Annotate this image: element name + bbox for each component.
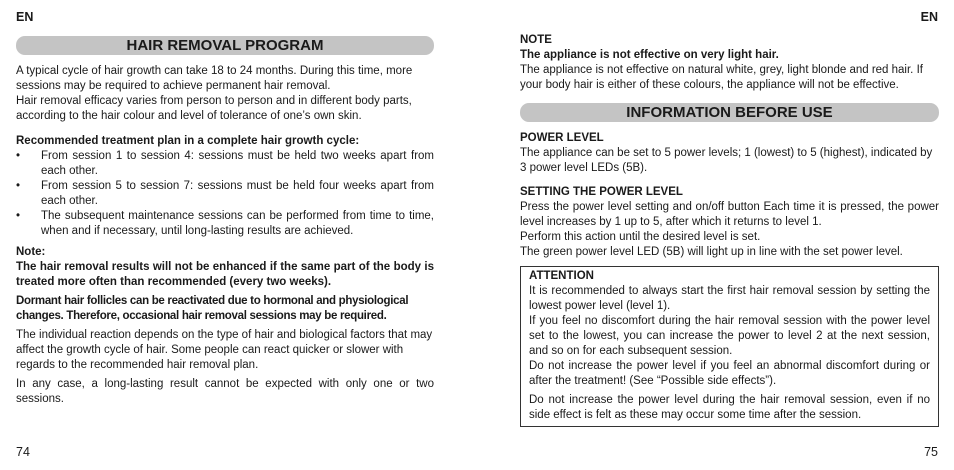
bullet-icon: •	[16, 150, 21, 162]
attention-text-4: Do not increase the power level during the hair removal session, even if no side effect is felt as these may occur some time after the session.	[529, 394, 930, 421]
note-text: The hair removal results will not be enhanced if the same part of the body is treated more often than recommended (every two weeks).	[16, 261, 434, 288]
individual-reaction-text: The individual reaction depends on the type of hair and biological factors that may affect the growth cycle of hair. Some people can react quicker or slower with regards to the recommended hair removal plan.	[16, 329, 433, 371]
attention-label: ATTENTION	[529, 270, 594, 282]
long-lasting-result-text: In any case, a long-lasting result cannot be expected with only one or two sessions.	[16, 378, 434, 405]
section-title-hair-removal-program: HAIR REMOVAL PROGRAM	[16, 36, 434, 55]
setting-power-level-heading: SETTING THE POWER LEVEL	[520, 186, 683, 198]
left-page	[16, 0, 434, 470]
power-level-text: The appliance can be set to 5 power levels; 1 (lowest) to 5 (highest), indicated by 3 power level LEDs (5B).	[520, 147, 933, 174]
right-page	[520, 0, 939, 470]
setting-power-level-text-3: The green power level LED (5B) will light up in line with the set power level.	[520, 246, 903, 258]
language-label-left: EN	[16, 10, 34, 24]
section-title-information-before-use: INFORMATION BEFORE USE	[520, 103, 939, 122]
list-item: • From session 1 to session 4: sessions must be held two weeks apart from each other.	[16, 150, 434, 177]
setting-power-level-text-2: Perform this action until the desired level is set.	[520, 231, 761, 243]
intro-paragraph-2: Hair removal efficacy varies from person to person and in different body parts, according to the hair colour and level of tolerance of one’s own skin.	[16, 95, 412, 122]
page-number-right: 75	[924, 445, 938, 459]
bullet-icon: •	[16, 180, 21, 192]
language-label-right: EN	[920, 10, 938, 24]
note-label: Note:	[16, 246, 46, 258]
note-heading: NOTE	[520, 34, 552, 46]
bullet-icon: •	[16, 210, 21, 222]
page-number-left: 74	[16, 445, 30, 459]
treatment-plan-list	[16, 149, 434, 239]
intro-paragraph-1: A typical cycle of hair growth can take 18 to 24 months. During this time, more sessions may be required to achieve permanent hair removal.	[16, 65, 413, 92]
treatment-plan-heading: Recommended treatment plan in a complete hair growth cycle:	[16, 135, 360, 147]
dormant-follicles-text: Dormant hair follicles can be reactivated due to hormonal and physiological changes. Therefore, occasional hair removal sessions may be required.	[16, 295, 409, 322]
list-item: • From session 5 to session 7: sessions must be held four weeks apart from each other.	[16, 180, 434, 207]
attention-box	[520, 266, 939, 427]
power-level-heading: POWER LEVEL	[520, 132, 604, 144]
note-bold-text: The appliance is not effective on very light hair.	[520, 49, 779, 61]
note-body-text: The appliance is not effective on natural white, grey, light blonde and red hair. If your body hair is either of these colours, the appliance will not be effective.	[520, 64, 923, 91]
list-item: • The subsequent maintenance sessions can be performed from time to time, when and if necessary, until long-lasting results are achieved.	[16, 210, 434, 237]
attention-text-3: Do not increase the power level if you feel an abnormal discomfort during or after the treatment! (See “Possible side effects”).	[529, 360, 930, 387]
attention-text-1: It is recommended to always start the first hair removal session by setting the lowest power level (level 1).	[529, 285, 930, 312]
attention-text-2: If you feel no discomfort during the hair removal session with the power level set to the lowest, you can increase the power to level 2 at the next session, and so on for each subsequent session.	[529, 315, 930, 357]
setting-power-level-text-1: Press the power level setting and on/off button Each time it is pressed, the power level increases by 1 up to 5, after which it returns to level 1.	[520, 201, 939, 228]
